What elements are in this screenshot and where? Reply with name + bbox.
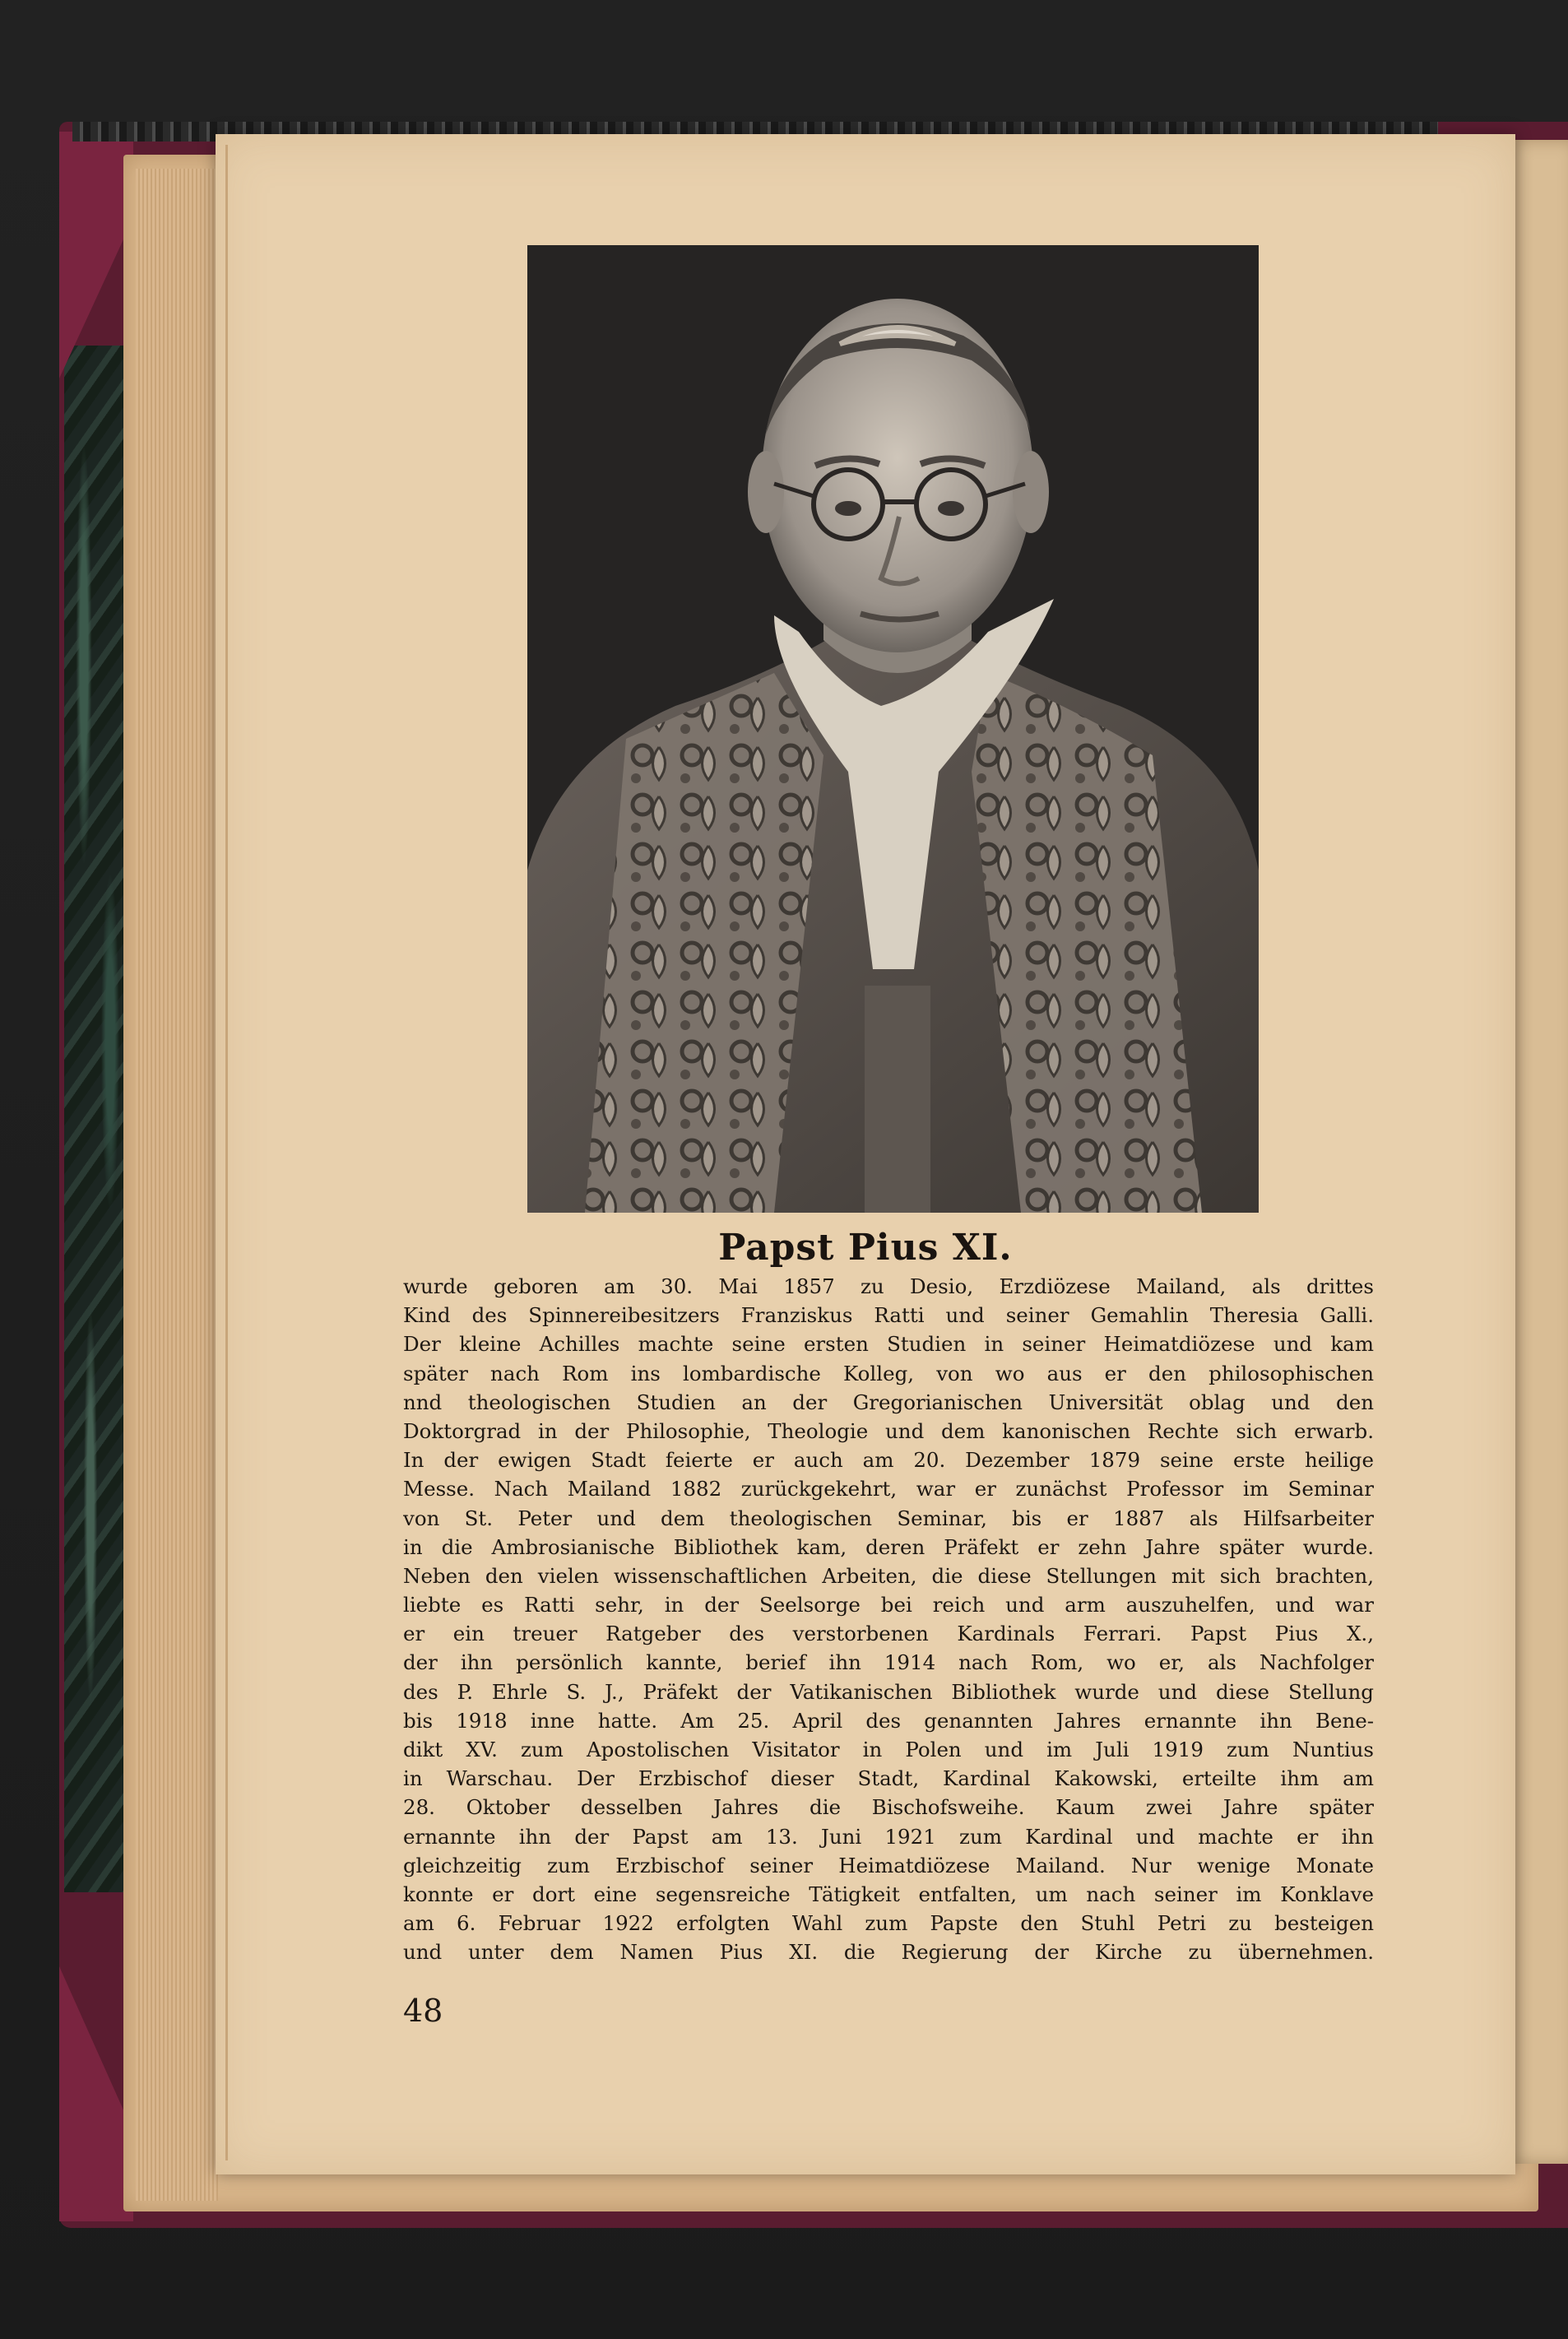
page-stack-edge	[136, 169, 218, 2201]
text-line: der ihn persönlich kannte, berief ihn 1914 nach Rom, wo er, als Nachfolger	[403, 1650, 1374, 1675]
text-line: Der kleine Achilles machte seine ersten Studien in seiner Heimatdiözese und kam	[403, 1332, 1374, 1357]
marbled-board	[64, 346, 130, 1892]
text-line: in Warschau. Der Erzbischof dieser Stadt, Kardinal Kakowski, erteilte ihm am	[403, 1766, 1374, 1791]
text-line: In der ewigen Stadt feierte er auch am 20. Dezember 1879 seine erste heilige	[403, 1448, 1374, 1473]
text-line: ernannte ihn der Papst am 13. Juni 1921 zum Kardinal und machte er ihn	[403, 1824, 1374, 1849]
text-line: gleichzeitig zum Erzbischof seiner Heimatdiözese Mailand. Nur wenige Monate	[403, 1853, 1374, 1877]
text-line: später nach Rom ins lombardische Kolleg, von wo aus er den philosophischen	[403, 1361, 1374, 1385]
portrait-illustration	[527, 245, 1259, 1213]
text-line: Kind des Spinnereibesitzers Franziskus Ratti und seiner Gemahlin Theresia Galli.	[403, 1303, 1374, 1328]
text-line: von St. Peter und dem theologischen Seminar, bis er 1887 als Hilfsarbeiter	[403, 1506, 1374, 1530]
text-line: Neben den vielen wissenschaftlichen Arbeiten, die diese Stellungen mit sich brachten,	[403, 1563, 1374, 1588]
portrait-caption: Papst Pius XI.	[718, 1227, 1013, 1269]
biography-text	[403, 1272, 1374, 1967]
page-edge-line	[225, 145, 228, 2160]
text-line: er ein treuer Ratgeber des verstorbenen Kardinals Ferrari. Papst Pius X.,	[403, 1622, 1374, 1646]
text-line: dikt XV. zum Apostolischen Visitator in Polen und im Juli 1919 zum Nuntius	[403, 1738, 1374, 1761]
text-line: 28. Oktober desselben Jahres die Bischofsweihe. Kaum zwei Jahre später	[403, 1795, 1374, 1820]
text-line: und unter dem Namen Pius XI. die Regierung der Kirche zu übernehmen.	[403, 1940, 1374, 1965]
text-line: nnd theologischen Studien an der Gregorianischen Universität oblag und den	[403, 1390, 1374, 1414]
text-line: am 6. Februar 1922 erfolgten Wahl zum Papste den Stuhl Petri zu besteigen	[403, 1911, 1374, 1936]
portrait-photo	[527, 245, 1259, 1213]
text-line: in die Ambrosianische Bibliothek kam, deren Präfekt er zehn Jahre später wurde.	[403, 1534, 1374, 1559]
text-line: Messe. Nach Mailand 1882 zurückgekehrt, war er zunächst Professor im Seminar	[403, 1477, 1374, 1501]
text-line: Doktorgrad in der Philosophie, Theologie und dem kanonischen Rechte sich erwarb.	[403, 1418, 1374, 1443]
text-line: bis 1918 inne hatte. Am 25. April des genannten Jahres ernannte ihn Bene-	[403, 1708, 1374, 1733]
text-line: des P. Ehrle S. J., Präfekt der Vatikanischen Bibliothek wurde und diese Stellung	[403, 1679, 1374, 1704]
text-line: liebte es Ratti sehr, in der Seelsorge bei reich und arm auszuhelfen, und war	[403, 1593, 1374, 1617]
text-line: wurde geboren am 30. Mai 1857 zu Desio, Erzdiözese Mailand, als drittes	[403, 1274, 1374, 1298]
page-number: 48	[403, 1993, 443, 2029]
text-line: konnte er dort eine segensreiche Tätigkeit entfalten, um nach seiner im Konklave	[403, 1882, 1374, 1906]
